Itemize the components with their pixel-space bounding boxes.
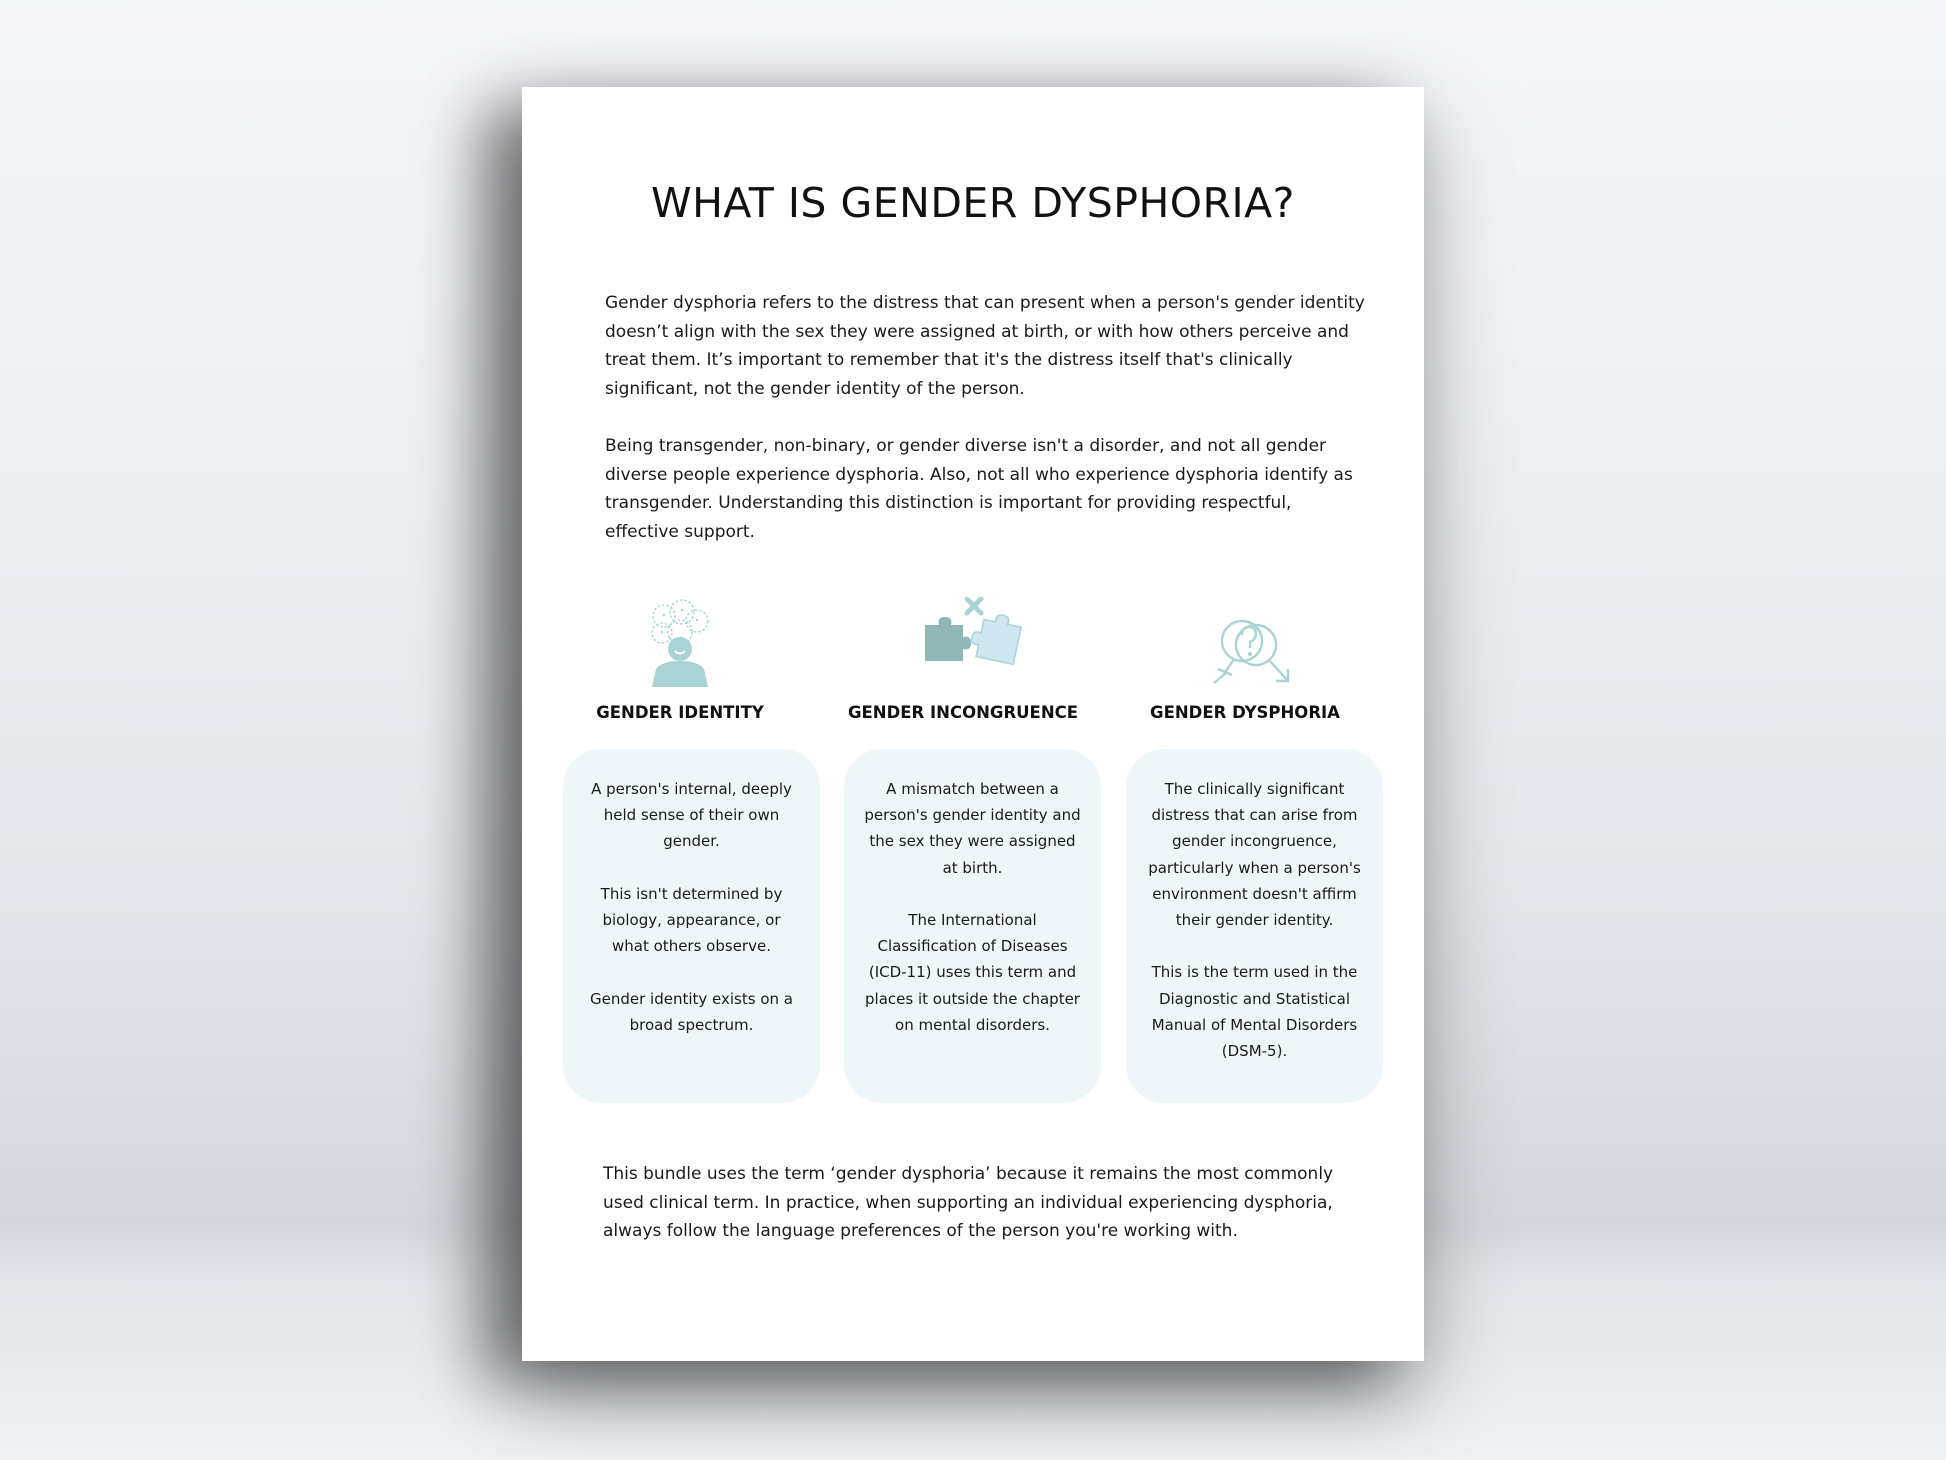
concept-card-incongruence [844, 749, 1101, 1103]
mismatched-puzzle-icon [917, 597, 1027, 679]
card-text: This isn't determined by biology, appearance, or what others observe. [600, 884, 783, 956]
card-text: The International Classification of Diseases (ICD-11) uses this term and places it outside the chapter on mental disorders. [865, 911, 1080, 1034]
card-text: Gender identity exists on a broad spectrum. [590, 989, 793, 1034]
concept-card-dysphoria [1126, 749, 1383, 1103]
concept-card-identity [563, 749, 820, 1103]
concept-label-dysphoria: GENDER DYSPHORIA [1150, 703, 1340, 722]
card-text: A mismatch between a person's gender identity and the sex they were assigned at birth. [864, 780, 1081, 877]
concept-label-incongruence: GENDER INCONGRUENCE [847, 703, 1079, 722]
document-page [522, 87, 1424, 1361]
card-text: The clinically significant distress that can arise from gender incongruence, particularly when a person's environment doesn't affirm their gender identity. [1148, 780, 1361, 930]
card-text: A person's internal, deeply held sense of their own gender. [591, 780, 792, 851]
intro-paragraph-2: Being transgender, non-binary, or gender diverse isn't a disorder, and not all gender diverse people experience dysphoria. Also, not all who experience dysphoria identify as transgender. Understanding this distinction is important for providing respectful, effective support. [605, 436, 1353, 543]
concept-label-identity: GENDER IDENTITY [596, 703, 764, 722]
intro-paragraph-1: Gender dysphoria refers to the distress that can present when a person's gender identity doesn’t align with the sex they were assigned at birth, or with how others perceive and treat them. It’s important to remember that it's the distress itself that's clinically significant, not the gender identity of the person. [605, 293, 1365, 400]
closing-paragraph: This bundle uses the term ‘gender dysphoria’ because it remains the most commonly used clinical term. In practice, when supporting an individual experiencing dysphoria, always follow the language preferences of the person you're working with. [603, 1164, 1334, 1242]
card-text: This is the term used in the Diagnostic and Statistical Manual of Mental Disorders (DSM-5). [1151, 963, 1358, 1061]
person-thinking-icon [642, 599, 718, 689]
page-title: WHAT IS GENDER DYSPHORIA? [651, 179, 1295, 227]
gender-question-icon [1204, 617, 1298, 689]
